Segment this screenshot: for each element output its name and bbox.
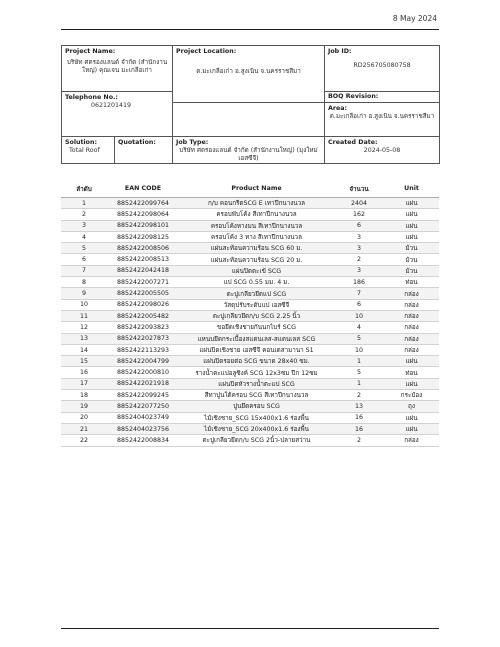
row-number: 14 xyxy=(61,344,107,355)
boq-items-table xyxy=(61,180,439,447)
row-number: 3 xyxy=(61,220,107,231)
ean-code: 8852422007271 xyxy=(107,277,179,288)
unit: ม้วน xyxy=(384,265,439,276)
quantity: 3 xyxy=(334,265,384,276)
product-name: แผ่นสะท้อนความร้อน SCG 60 ม. xyxy=(179,243,334,254)
row-number: 9 xyxy=(61,288,107,299)
product-name: รางน้ำตะแปอลูซิงค์ SCG 12x3ซม ปีก 12ซม xyxy=(179,367,334,378)
unit: กล่อง xyxy=(384,333,439,344)
row-number: 21 xyxy=(61,423,107,434)
area-label: Area: xyxy=(328,104,348,112)
column-header: EAN CODE xyxy=(107,180,179,198)
unit: แผ่น xyxy=(384,231,439,242)
column-header: Product Name xyxy=(179,180,334,198)
product-name: ครอบโค้งหางมน สีเทาปีกนางนวล xyxy=(179,220,334,231)
table-row xyxy=(61,390,439,401)
table-row xyxy=(61,412,439,423)
row-number: 20 xyxy=(61,412,107,423)
boq-revision-cell xyxy=(325,92,440,103)
product-name: ตะปูเกลียวยึดก/บ SCG 2นิ้ว-ปลายสว่าน xyxy=(179,435,334,446)
area-cell xyxy=(325,102,440,136)
quantity: 6 xyxy=(334,220,384,231)
quantity: 5 xyxy=(334,333,384,344)
ean-code: 8852422098125 xyxy=(107,231,179,242)
ean-code: 8852422099245 xyxy=(107,390,179,401)
quotation-cell xyxy=(115,136,173,164)
ean-code: 8852422021918 xyxy=(107,378,179,389)
table-row xyxy=(61,198,439,209)
job-id-cell xyxy=(325,46,440,92)
unit: กล่อง xyxy=(384,322,439,333)
quantity: 186 xyxy=(334,277,384,288)
project-info-table xyxy=(61,45,440,164)
telephone-value: 0621201419 xyxy=(91,101,132,109)
ean-code: 8852404023756 xyxy=(107,423,179,434)
ean-code: 8852422093823 xyxy=(107,322,179,333)
row-number: 16 xyxy=(61,367,107,378)
column-header: ลำดับ xyxy=(61,180,107,198)
created-date-label: Created Date: xyxy=(328,138,378,146)
table-row xyxy=(61,277,439,288)
product-name: ไม้เชิงชาย_SCG 20x400x1.6 ร่องพื้น xyxy=(179,423,334,434)
table-row xyxy=(61,265,439,276)
product-name: แผ่นปิดตะเข้ SCG xyxy=(179,265,334,276)
quantity: 10 xyxy=(334,310,384,321)
product-name: ตะปูเกลียวยึดแป SCG xyxy=(179,288,334,299)
product-name: แผ่นปิดเชิงชาย เอสซีจี คอนเดสามานา S1 xyxy=(179,344,334,355)
row-number: 12 xyxy=(61,322,107,333)
column-header: Unit xyxy=(384,180,439,198)
ean-code: 8852422099764 xyxy=(107,198,179,209)
unit: กล่อง xyxy=(384,288,439,299)
ean-code: 8852422008834 xyxy=(107,435,179,446)
unit: แผ่น xyxy=(384,378,439,389)
table-row xyxy=(61,378,439,389)
table-row xyxy=(61,423,439,434)
product-name: ครอบพับโค้ง สีเทาปีกนางนวล xyxy=(179,209,334,220)
quantity: 2 xyxy=(334,390,384,401)
row-number: 22 xyxy=(61,435,107,446)
row-number: 17 xyxy=(61,378,107,389)
product-name: ไม้เชิงชาย_SCG 15x400x1.6 ร่องพื้น xyxy=(179,412,334,423)
product-name: วัสดุปรับระดับแป เอสซีจี xyxy=(179,299,334,310)
telephone-cell xyxy=(62,92,173,137)
unit: แผ่น xyxy=(384,356,439,367)
solution-label: Solution: xyxy=(65,138,97,146)
quantity: 162 xyxy=(334,209,384,220)
unit: กล่อง xyxy=(384,344,439,355)
ean-code: 8852404023749 xyxy=(107,412,179,423)
project-name-label: Project Name: xyxy=(65,48,116,55)
table-row xyxy=(61,356,439,367)
project-name-cell xyxy=(62,46,173,92)
row-number: 4 xyxy=(61,231,107,242)
row-number: 11 xyxy=(61,310,107,321)
row-number: 18 xyxy=(61,390,107,401)
table-row xyxy=(61,344,439,355)
solution-value: Total Roof xyxy=(69,146,100,154)
table-body xyxy=(61,198,439,447)
product-name: แผ่นสะท้อนความร้อน SCG 20 ม. xyxy=(179,254,334,265)
column-header: จำนวน xyxy=(334,180,384,198)
product-name: แผ่นปิดรอยต่อ SCG ขนาด 28x40 ซม. xyxy=(179,356,334,367)
unit: แผ่น xyxy=(384,209,439,220)
created-date-value: 2024-05-08 xyxy=(363,146,401,154)
unit: ม้วน xyxy=(384,243,439,254)
row-number: 10 xyxy=(61,299,107,310)
product-name: ขอยึดเชิงชายกันนกไบร์ SCG xyxy=(179,322,334,333)
job-id-value: RD256705080758 xyxy=(353,61,411,69)
table-row xyxy=(61,367,439,378)
project-name-value: บริษัท ศตรองแลนด์ จำกัด (สำนักงานใหญ่) คุณเจน มะเกลือเก่า xyxy=(66,58,168,74)
quantity: 10 xyxy=(334,344,384,355)
unit: กระป๋อง xyxy=(384,390,439,401)
area-value: ต.มะเกลือเก่า อ.สูงเนิน จ.นครราชสีมา xyxy=(329,112,435,120)
quantity: 1 xyxy=(334,378,384,389)
quantity: 7 xyxy=(334,288,384,299)
table-row xyxy=(61,220,439,231)
solution-cell xyxy=(62,136,115,164)
unit: แผ่น xyxy=(384,220,439,231)
quantity: 5 xyxy=(334,367,384,378)
footer-divider xyxy=(61,628,439,629)
job-type-label: Job Type: xyxy=(176,138,209,146)
row-number: 15 xyxy=(61,356,107,367)
quantity: 2404 xyxy=(334,198,384,209)
row-number: 2 xyxy=(61,209,107,220)
product-name: แผ่นปิดหัวรางน้ำตะแป SCG xyxy=(179,378,334,389)
ean-code: 8852422005505 xyxy=(107,288,179,299)
header-divider xyxy=(61,29,439,30)
telephone-label: Telephone No.: xyxy=(65,94,118,101)
job-location-spacer xyxy=(173,102,325,136)
project-location-cell xyxy=(173,46,325,103)
quantity: 16 xyxy=(334,423,384,434)
unit: ม้วน xyxy=(384,254,439,265)
table-row xyxy=(61,435,439,446)
row-number: 19 xyxy=(61,401,107,412)
product-name: แหนบยึดกระเบื้องสแตนเลส-สแตนเลส SCG xyxy=(179,333,334,344)
row-number: 7 xyxy=(61,265,107,276)
ean-code: 8852422027873 xyxy=(107,333,179,344)
product-name: สีทาปูนใต้ครอบ SCG สีเทาปีกนางนวล xyxy=(179,390,334,401)
unit: กล่อง xyxy=(384,310,439,321)
table-row xyxy=(61,288,439,299)
ean-code: 8852422008506 xyxy=(107,243,179,254)
table-row xyxy=(61,209,439,220)
quantity: 3 xyxy=(334,231,384,242)
row-number: 6 xyxy=(61,254,107,265)
unit: ท่อน xyxy=(384,277,439,288)
product-name: ครอบโค้ง 3 ทาง สีเทาปีกนางนวล xyxy=(179,231,334,242)
table-row xyxy=(61,254,439,265)
job-id-label: Job ID: xyxy=(328,48,352,55)
quantity: 4 xyxy=(334,322,384,333)
ean-code: 8852422008513 xyxy=(107,254,179,265)
row-number: 1 xyxy=(61,198,107,209)
product-name: ปูนยึดครอบ SCG xyxy=(179,401,334,412)
product-name: ก/บ คอนกรีตSCG E เทาปีกนางนวล xyxy=(179,198,334,209)
unit: ท่อน xyxy=(384,367,439,378)
unit: แผ่น xyxy=(384,423,439,434)
project-location-value: ต.มะเกลือเก่า อ.สูงเนิน จ.นครราชสีมา xyxy=(196,67,301,75)
table-row xyxy=(61,310,439,321)
job-type-value: บริษัท ศตรองแลนด์ จำกัด (สำนักงานใหญ่) (มุงใหม่เอสซีจี) xyxy=(179,146,318,162)
created-date-cell xyxy=(325,136,440,164)
ean-code: 8852422005482 xyxy=(107,310,179,321)
table-row xyxy=(61,299,439,310)
row-number: 13 xyxy=(61,333,107,344)
quantity: 2 xyxy=(334,254,384,265)
ean-code: 8852422004799 xyxy=(107,356,179,367)
quantity: 6 xyxy=(334,299,384,310)
job-type-cell xyxy=(173,136,325,164)
quantity: 13 xyxy=(334,401,384,412)
quantity: 1 xyxy=(334,356,384,367)
row-number: 5 xyxy=(61,243,107,254)
ean-code: 8852422098064 xyxy=(107,209,179,220)
table-header-row xyxy=(61,180,439,198)
product-name: แป SCG 0.55 มม. 4 ม. xyxy=(179,277,334,288)
ean-code: 8852422077250 xyxy=(107,401,179,412)
row-number: 8 xyxy=(61,277,107,288)
ean-code: 8852422042418 xyxy=(107,265,179,276)
table-row xyxy=(61,231,439,242)
table-row xyxy=(61,401,439,412)
product-name: ตะปูเกลียวยึดก/บ SCG 2.25 นิ้ว xyxy=(179,310,334,321)
quantity: 3 xyxy=(334,243,384,254)
table-row xyxy=(61,243,439,254)
unit: กล่อง xyxy=(384,299,439,310)
unit: แผ่น xyxy=(384,198,439,209)
ean-code: 8852422113293 xyxy=(107,344,179,355)
ean-code: 8852422000810 xyxy=(107,367,179,378)
table-row xyxy=(61,333,439,344)
boq-revision-label: BOQ Revision: xyxy=(328,93,379,100)
report-date: 8 May 2024 xyxy=(392,14,437,23)
quantity: 2 xyxy=(334,435,384,446)
quotation-label: Quotation: xyxy=(118,138,156,146)
project-location-label: Project Location: xyxy=(176,48,237,55)
ean-code: 8852422098026 xyxy=(107,299,179,310)
unit: ถุง xyxy=(384,401,439,412)
table-row xyxy=(61,322,439,333)
quantity: 16 xyxy=(334,412,384,423)
ean-code: 8852422098101 xyxy=(107,220,179,231)
unit: แผ่น xyxy=(384,412,439,423)
unit: กล่อง xyxy=(384,435,439,446)
